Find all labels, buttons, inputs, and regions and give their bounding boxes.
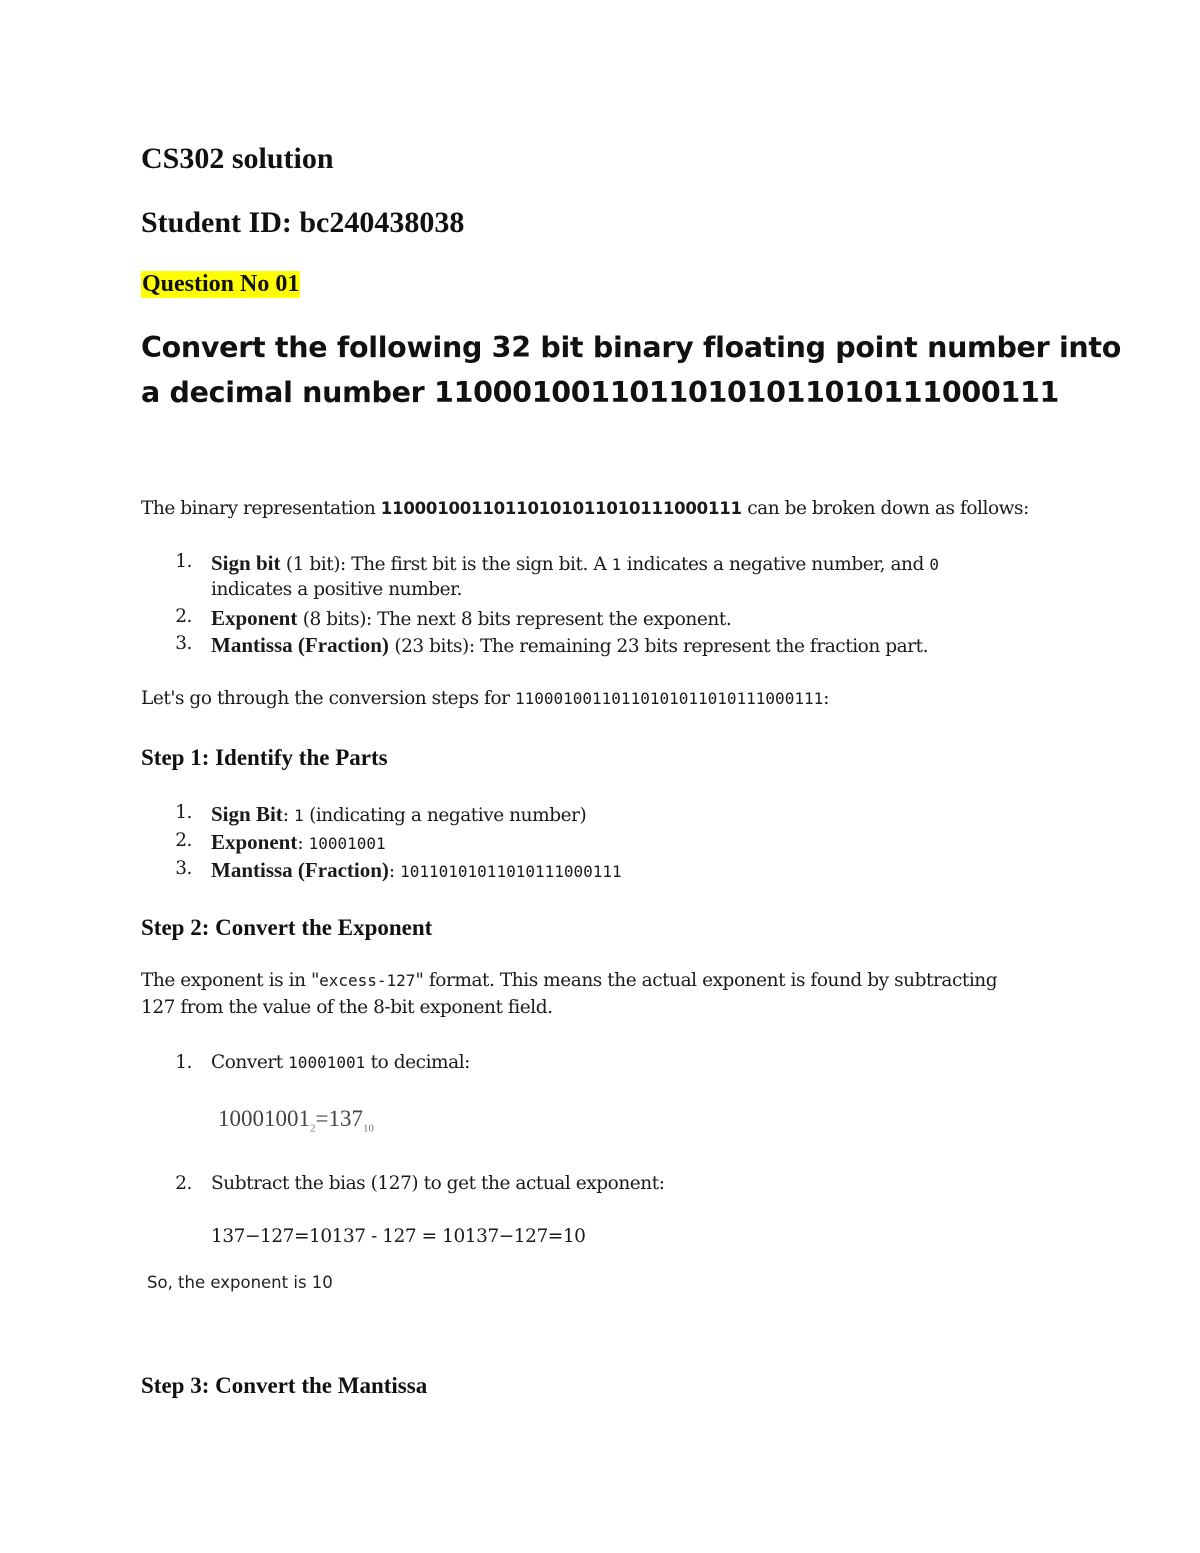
step2-paragraph-line1: The exponent is in "excess-127" format. This means the actual exponent is found by subtracting — [141, 970, 998, 991]
step1-heading: Step 1: Identify the Parts — [141, 745, 388, 770]
question-title-line2: a decimal number 11000100110110101011010111000111 — [141, 376, 1060, 409]
equation-subtract-bias: 137−127=10137 - 127 = 10137−127=10 — [211, 1226, 586, 1247]
student-id: Student ID: bc240438038 — [141, 206, 465, 239]
question-label: Question No 01 — [142, 271, 300, 297]
intro-paragraph: The binary representation 11000100110110101011010111000111 can be broken down as follows: — [141, 498, 1029, 519]
step2-paragraph-line2: 127 from the value of the 8-bit exponent field. — [141, 997, 553, 1018]
list-item-continuation: indicates a positive number. — [211, 579, 462, 600]
exponent-conclusion: So, the exponent is 10 — [147, 1273, 333, 1292]
step2-heading: Step 2: Convert the Exponent — [141, 915, 433, 940]
document-page: CS302 solution Student ID: bc240438038 Question No 01 Convert the following 32 bit binary floating point number into a decimal number 11000100110110101011010111000111 The binary representation 11000100110110101011010111000111 can be broken down as follows: 1. Sign bit (1 bit): The first bit is the sign bit. A 1 indicates a negative number, and 0 indicates a positive number. 2. Exponent (8 bits): The next 8 bits represent the exponent. 3. Mantissa (Fraction) (23 bits): The remaining 23 bits represent the fraction part. Let's go through the conversion steps for 11000100110110101011010111000111: Step 1: Identify the Parts 1. Sign Bit: 1 (indicating a negative number) 2. Exponent: 10001001 3. Mantissa (Fraction): 10110101011010111000111 Step 2: Convert the Exponent The exponent is in "excess-127" format. This means the actual exponent is found by subtracting 127 from the value of the 8-bit exponent field. 1. Convert 10001001 to decimal: $10001001_2=137_{10}$ 2. Subtract the bias (127) to get the actual exponent: 137−127=10137 - 127 = 10137−127=10 So, the exponent is 10 Step 3: Convert the Mantissa — [141, 142, 1122, 1398]
equation-binary-to-decimal: $10001001_2=137_{10}$ — [218, 1106, 374, 1135]
step3-heading: Step 3: Convert the Mantissa — [141, 1373, 428, 1398]
doc-title: CS302 solution — [141, 142, 334, 175]
binary-number: 11000100110110101011010111000111 — [380, 499, 742, 518]
conversion-intro: Let's go through the conversion steps for 11000100110110101011010111000111: — [141, 688, 830, 709]
question-title-line1: Convert the following 32 bit binary floating point number into — [141, 331, 1122, 364]
